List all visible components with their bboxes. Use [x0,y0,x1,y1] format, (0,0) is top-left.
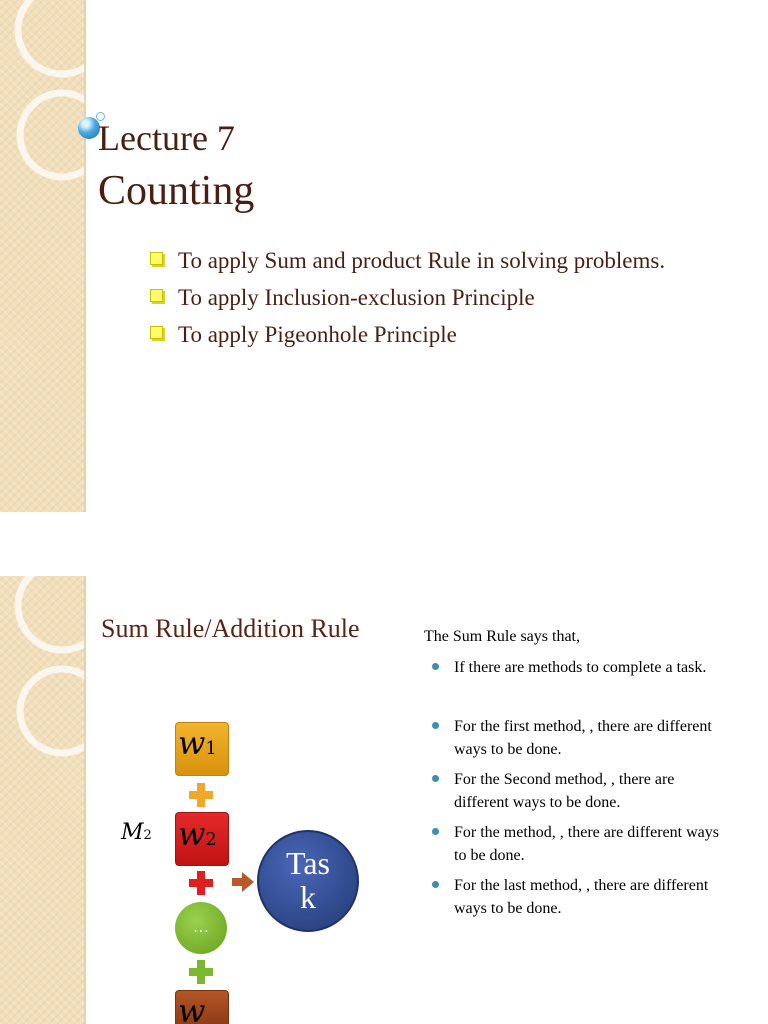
bullet-dot-icon [432,828,439,835]
objective-item [150,246,665,283]
ellipsis-circle: … [175,902,227,954]
objectives-list [150,246,665,357]
rule-list [430,656,720,920]
rule-text: For the Second method, , there are different ways to be done. [454,771,675,811]
objective-item [150,320,665,357]
slide-title-topic: Counting [98,168,255,214]
objective-item [150,283,665,320]
objective-text: To apply Sum and product Rule in solving problems. [178,248,666,273]
task-label-line1: Tas [286,845,330,881]
slide-title: Sum Rule/Addition Rule [101,614,360,643]
wn-label: w [178,992,206,1024]
blue-bead-icon [78,117,100,139]
ring-decoration-icon [0,576,84,1024]
rule-item [430,656,720,679]
rule-text: For the first method, , there are different ways to be done. [454,718,712,758]
square-bullet-icon [150,326,163,339]
task-label-line2: k [300,879,316,915]
w1-label: w1 [178,724,217,762]
rule-text: For the last method, , there are different ways to be done. [454,877,709,917]
plus-icon [189,871,213,895]
decorative-sidebar [0,576,86,1024]
square-bullet-icon [150,252,163,265]
task-circle [257,830,359,932]
square-bullet-icon [150,289,163,302]
ring-decoration-icon [0,0,84,512]
m2-label: M2 [121,820,152,845]
rule-item [430,821,720,867]
slide-2 [0,576,768,1024]
bullet-dot-icon [432,722,439,729]
rule-item [430,874,720,920]
plus-icon [189,783,213,807]
rule-intro-text: The Sum Rule says that, [424,628,580,645]
rule-item [430,768,720,814]
rule-text: If there are methods to complete a task. [454,659,707,676]
bullet-dot-icon [432,881,439,888]
rule-text: For the method, , there are different ways to be done. [454,824,719,864]
objective-text: To apply Inclusion-exclusion Principle [178,285,535,310]
slide-title-lecture: Lecture 7 [98,118,235,158]
objective-text: To apply Pigeonhole Principle [178,322,457,347]
decorative-sidebar [0,0,86,512]
w2-label: w2 [178,815,217,853]
bullet-dot-icon [432,775,439,782]
rule-item [430,715,720,761]
bullet-dot-icon [432,663,439,670]
slide-gap [0,512,768,576]
arrow-right-icon [232,872,254,892]
plus-icon [189,960,213,984]
